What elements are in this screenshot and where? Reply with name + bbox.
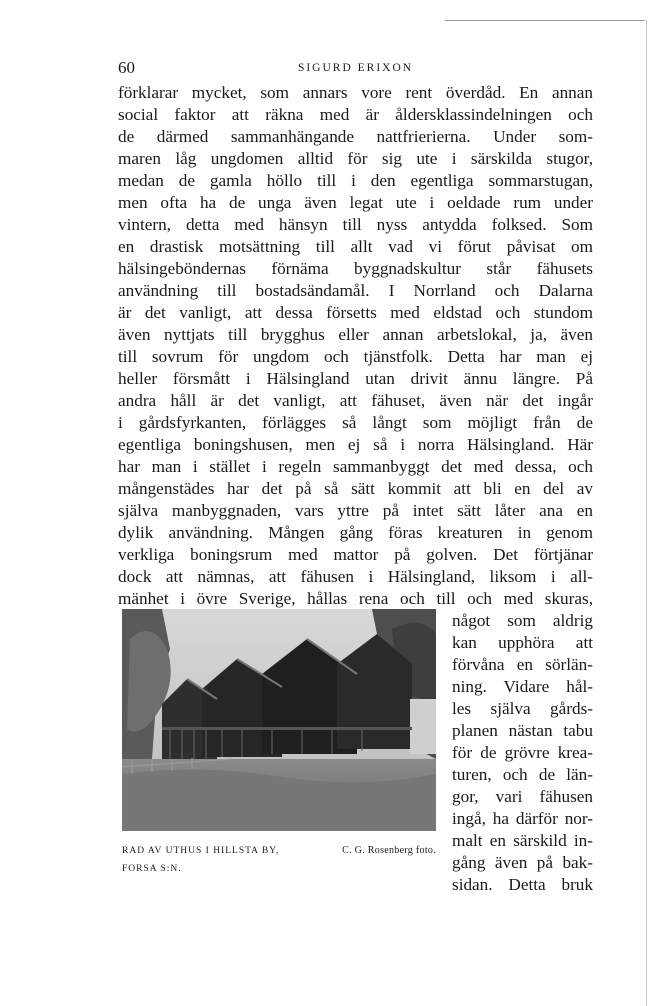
photograph-outbuildings (122, 609, 436, 831)
side-text-line: något som aldrig (452, 611, 593, 630)
text-line: i gårdsfyrkanten, förlägges så långt som möjligt från de (118, 413, 593, 432)
scan-edge-rule (445, 20, 645, 21)
text-line: mångenstädes har det på så sätt kommit att bli en del av (118, 479, 593, 498)
text-line: även nyttjats till brygghus eller annan arbetslokal, ja, även (118, 325, 593, 344)
text-line: mänhet i övre Sverige, hållas rena och till och med skuras, (118, 589, 593, 608)
text-line: heller försmått i Hälsingland utan drivit ännu längre. På (118, 369, 593, 388)
side-text-line: kan upphöra att (452, 633, 593, 652)
side-text-line: les själva gårds- (452, 699, 593, 718)
text-line: till sovrum för ungdom och tjänstfolk. Detta har man ej (118, 347, 593, 366)
side-text-line: gång även på bak- (452, 853, 593, 872)
side-text-line: sidan. Detta bruk (452, 875, 593, 894)
text-line: vintern, detta med hänsyn till nyss antydda folksed. Som (118, 215, 593, 234)
text-line: dylik användning. Mången gång föras kreaturen in genom (118, 523, 593, 542)
side-text-line: förvåna en sörlän- (452, 655, 593, 674)
scan-side-rule (646, 20, 647, 1006)
side-text-line: planen nästan tabu (452, 721, 593, 740)
text-line: egentliga boningshusen, men ej så i norra Hälsingland. Här (118, 435, 593, 454)
side-text-line: ning. Vidare hål- (452, 677, 593, 696)
page-number: 60 (118, 58, 135, 77)
side-text-line: malt en särskild in- (452, 831, 593, 850)
text-line: hälsingeböndernas förnäma byggnadskultur står fähusets (118, 259, 593, 278)
text-line: medan de gamla höllo till i den egentliga sommarstugan, (118, 171, 593, 190)
text-line: maren låg ungdomen alltid för sig ute i särskilda stugor, (118, 149, 593, 168)
text-line: dock att nämnas, att fähusen i Hälsingland, liksom i all- (118, 567, 593, 586)
gallery-rail (162, 727, 412, 730)
text-line: en drastisk motsättning till allt vad vi förut påvisat om (118, 237, 593, 256)
text-line: de därmed sammanhängande nattfrierierna. Under som- (118, 127, 593, 146)
side-text-line: turen, och de län- (452, 765, 593, 784)
side-text-line: ingå, ha därför nor- (452, 809, 593, 828)
running-head (118, 58, 593, 80)
running-title: SIGURD ERIXON (297, 62, 414, 74)
photo-illustration (122, 609, 436, 831)
text-line: men ofta ha de unga även legat ute i oeldade rum under (118, 193, 593, 212)
text-line: själva manbyggnaden, vars yttre på intet sätt låter ana en (118, 501, 593, 520)
text-line: har man i stället i regeln sammanbyggt det med dessa, och (118, 457, 593, 476)
caption-title: RAD AV UTHUS I HILLSTA BY, (122, 846, 280, 856)
side-text-line: för de grövre krea- (452, 743, 593, 762)
text-line: verkliga boningsrum med mattor på golven. Det förtjänar (118, 545, 593, 564)
text-line: förklarar mycket, som annars vore rent överdåd. En annan (118, 83, 593, 102)
text-line: är det vanligt, att dessa försetts med eldstad och stundom (118, 303, 593, 322)
caption-place: FORSA S:N. (122, 864, 182, 874)
caption-credit: C. G. Rosenberg foto. (342, 845, 436, 856)
light-wall (410, 699, 436, 754)
text-line: andra håll är det vanligt, att fähuset, även när det ingår (118, 391, 593, 410)
text-line: användning till bostadsändamål. I Norrland och Dalarna (118, 281, 593, 300)
text-line: social faktor att räkna med är åldersklassindelningen och (118, 105, 593, 124)
side-text-line: gor, vari fähusen (452, 787, 593, 806)
